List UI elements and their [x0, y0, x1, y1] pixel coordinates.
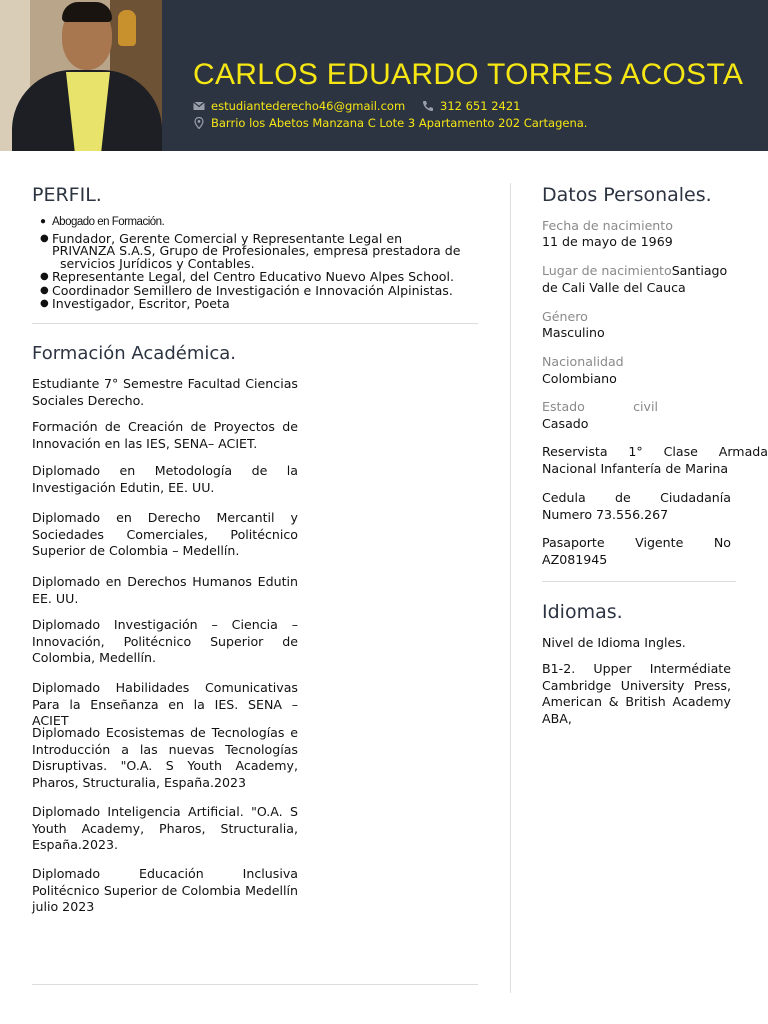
idioma-nivel: Nivel de Idioma Ingles.	[542, 635, 686, 650]
fecha-value: 11 de mayo de 1969	[542, 234, 673, 249]
email-contact[interactable]	[193, 99, 405, 113]
nacionalidad-label: Nacionalidad	[542, 354, 624, 369]
list-item: Diplomado Investigación – Ciencia – Innovación, Politécnico Superior de Colombia, Medellín.	[32, 617, 298, 666]
list-item: ● Coordinador Semillero de Investigación e Innovación Alpinistas.	[40, 285, 480, 298]
list-item: ● Investigador, Escritor, Poeta	[40, 298, 480, 311]
address-contact	[193, 116, 587, 130]
list-item: Diplomado en Derecho Mercantil y Sociedades Comerciales, Politécnico Superior de Colombia – Medellín.	[32, 510, 298, 559]
list-item: ● Abogado en Formación.	[40, 216, 480, 229]
profile-photo	[0, 0, 162, 151]
pasaporte-text: Pasaporte Vigente No AZ081945	[542, 535, 731, 567]
genero-value: Masculino	[542, 325, 605, 340]
list-item: ● Representante Legal, del Centro Educativo Nuevo Alpes School.	[40, 271, 480, 284]
full-name: CARLOS EDUARDO TORRES ACOSTA	[193, 58, 744, 91]
envelope-icon	[193, 100, 205, 112]
list-item: Formación de Creación de Proyectos de Innovación en las IES, SENA– ACIET.	[32, 419, 298, 451]
perfil-title: PERFIL.	[32, 184, 102, 206]
lugar-label: Lugar de nacimiento	[542, 263, 672, 278]
phone-icon	[422, 100, 434, 112]
list-item: Diplomado en Metodología de la Investigación Edutin, EE. UU.	[32, 463, 298, 495]
genero-label: Género	[542, 309, 588, 324]
email-text: estudiantederecho46@gmail.com	[211, 99, 406, 113]
list-item: Diplomado Inteligencia Artificial. "O.A. S Youth Academy, Pharos, Structuralia, España.2023.	[32, 804, 298, 853]
phone-text: 312 651 2421	[440, 99, 521, 113]
divider	[32, 984, 478, 985]
divider	[542, 581, 736, 582]
list-item: Diplomado Educación Inclusiva Politécnico Superior de Colombia Medellín julio 2023	[32, 866, 298, 915]
estado-value: Casado	[542, 416, 589, 431]
lugar-block	[542, 263, 742, 296]
list-item: Diplomado en Derechos Humanos Edutin EE. UU.	[32, 574, 298, 606]
reservista-text: Reservista 1° Clase Armada Nacional Infantería de Marina	[542, 444, 768, 476]
list-item: Diplomado Ecosistemas de Tecnologías e Introducción a las nuevas Tecnologías Disruptivas. "O.A. S Youth Academy, Pharos, Structuralia, España.2023	[32, 725, 298, 790]
lugar-value: Santiago	[671, 263, 728, 278]
address-text: Barrio los Abetos Manzana C Lote 3 Apartamento 202 Cartagena.	[211, 116, 588, 130]
divider	[32, 323, 478, 324]
list-item: Diplomado Habilidades Comunicativas Para la Enseñanza en la IES. SENA – ACIET	[32, 680, 298, 729]
estado-label: Estado civil	[542, 399, 658, 414]
phone-contact[interactable]	[422, 99, 520, 113]
cedula-text: Cedula de Ciudadanía Numero 73.556.267	[542, 490, 731, 522]
formacion-title: Formación Académica.	[32, 343, 237, 364]
list-item: Estudiante 7° Semestre Facultad Ciencias Sociales Derecho.	[32, 376, 298, 408]
perfil-list	[40, 216, 480, 312]
map-pin-icon	[193, 117, 205, 129]
datos-title: Datos Personales.	[542, 184, 712, 206]
header-banner	[0, 0, 768, 151]
list-item: ● Fundador, Gerente Comercial y Representante Legal en PRIVANZA S.A.S, Grupo de Profesionales, empresa prestadora de servicios Jurídicos y Contables.	[40, 233, 480, 271]
lugar-value-2: de Cali Valle del Cauca	[542, 279, 686, 295]
nacionalidad-value: Colombiano	[542, 371, 617, 386]
column-divider	[510, 183, 511, 993]
idiomas-title: Idiomas.	[542, 601, 623, 623]
fecha-label: Fecha de nacimiento	[542, 218, 673, 233]
idioma-detalle: B1-2. Upper Intermédiate Cambridge University Press, American & British Academy ABA,	[542, 661, 731, 726]
